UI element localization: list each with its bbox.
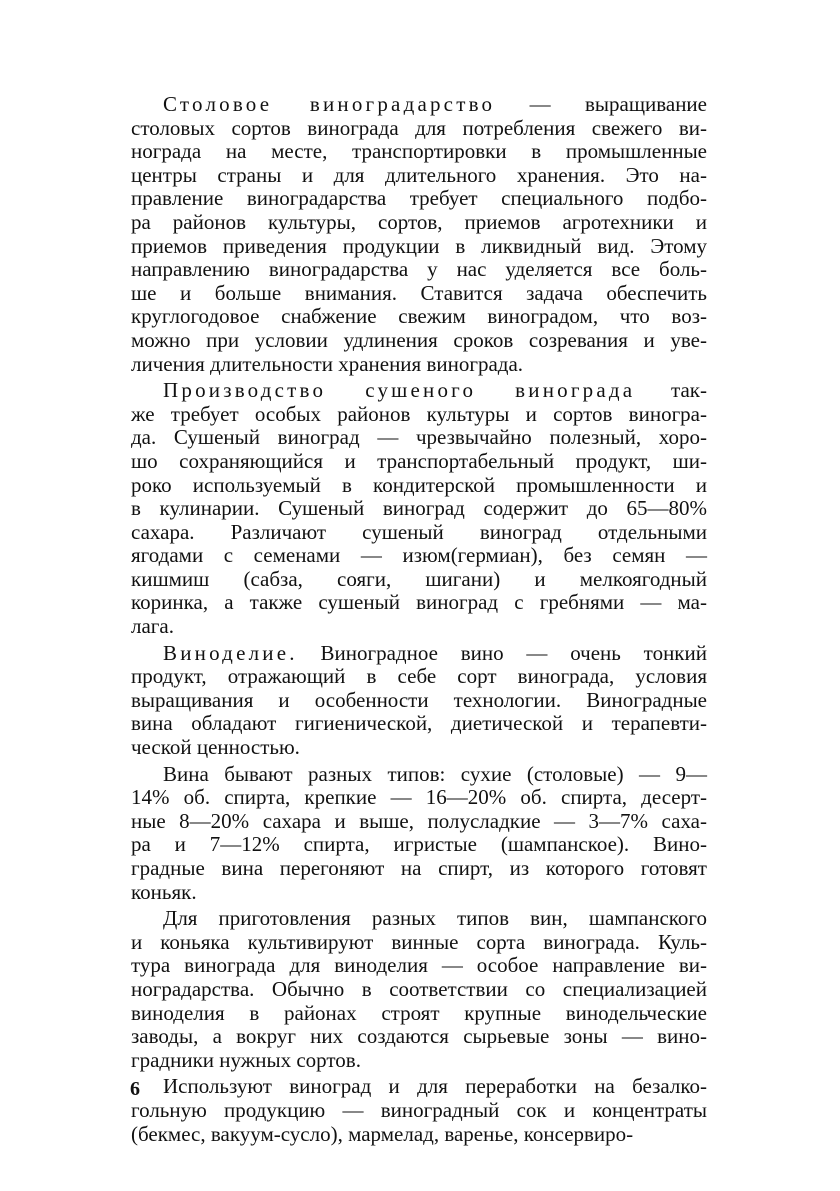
paragraph [131, 907, 707, 1072]
spaced-lead-text: Виноделие. [163, 640, 298, 665]
text-line: Для приготовления разных типов вин, шампанского [163, 906, 707, 931]
text-line: выращивания и особенности технологии. Виноградные [131, 687, 707, 712]
spaced-lead-text: Столовое виноградарство [163, 92, 496, 116]
text-line: Столовое виноградарство — выращивание [163, 92, 707, 116]
text-line: центры страны и для длительного хранения. Это на- [131, 162, 707, 187]
text-line: заводы, а вокруг них создаются сырьевые зоны — вино- [131, 1024, 707, 1049]
text-line: же требует особых районов культуры и сортов виногра- [131, 401, 707, 426]
text-line: роко используемый в кондитерской промышленности и [131, 472, 707, 497]
text-line: градники нужных сортов. [131, 1047, 361, 1072]
text-line: гольную продукцию — виноградный сок и концентраты [131, 1097, 707, 1122]
text-line: лага. [131, 614, 174, 639]
text-line: да. Сушеный виноград — чрезвычайно полезный, хоро- [131, 425, 707, 450]
paragraph [131, 93, 707, 376]
text-line: столовых сортов винограда для потребления свежего ви- [131, 115, 707, 140]
spaced-lead-text: Производство сушеного винограда [163, 378, 636, 403]
text-line: ра и 7—12% спирта, игристые (шампанское). Вино- [131, 832, 707, 857]
paragraph [131, 1075, 707, 1146]
text-line: ра районов культуры, сортов, приемов агротехники и [131, 209, 707, 234]
text-column [131, 93, 707, 1146]
paragraph [131, 642, 707, 760]
text-line: кишмиш (сабза, сояги, шигани) и мелкоягодный [131, 566, 707, 591]
text-line: правление виноградарства требует специального подбо- [131, 186, 707, 211]
text-line: продукт, отражающий в себе сорт винограда, условия [131, 664, 707, 689]
text-line: ные 8—20% сахара и выше, полусладкие — 3—7% саха- [131, 808, 707, 833]
text-line: тура винограда для виноделия — особое направление ви- [131, 953, 707, 978]
paragraph [131, 379, 707, 639]
text-line: вина обладают гигиенической, диетической и терапевти- [131, 711, 707, 736]
text-line: шо сохраняющийся и транспортабельный продукт, ши- [131, 448, 707, 473]
text-line: виноделия в районах строят крупные винодельческие [131, 1000, 707, 1025]
text-line: можно при условии удлинения сроков созревания и уве- [131, 327, 707, 352]
text-line: 14% об. спирта, крепкие — 16—20% об. спирта, десерт- [131, 785, 707, 810]
text-line: и коньяка культивируют винные сорта винограда. Куль- [131, 929, 707, 954]
text-line: нограда на месте, транспортировки в промышленные [131, 139, 707, 164]
text-line: ческой ценностью. [131, 735, 300, 760]
text-line: Вина бывают разных типов: сухие (столовые) — 9— [163, 761, 707, 786]
text-line: (бекмес, вакуум-сусло), мармелад, варенье, консервиро- [131, 1121, 634, 1146]
text-line: коринка, а также сушеный виноград с гребнями — ма- [131, 590, 707, 615]
text-line: ноградарства. Обычно в соответствии со специализацией [131, 976, 707, 1001]
page-number: 6 [130, 1078, 140, 1100]
text-line: градные вина перегоняют на спирт, из которого готовят [131, 856, 707, 880]
text-line: ше и больше внимания. Ставится задача обеспечить [131, 280, 707, 305]
text-line: Виноделие. Виноградное вино — очень тонкий [163, 640, 707, 665]
text-line: Используют виноград и для переработки на безалко- [163, 1074, 707, 1099]
text-line: направлению виноградарства у нас уделяется все боль- [131, 257, 707, 282]
text-line: круглогодовое снабжение свежим виноградом, что воз- [131, 304, 707, 329]
text-line: сахара. Различают сушеный виноград отдельными [131, 519, 707, 544]
text-line: ягодами с семенами — изюм(гермиан), без семян — [131, 543, 707, 568]
text-line: приемов приведения продукции в ликвидный вид. Этому [131, 233, 707, 258]
paragraph [131, 763, 707, 905]
text-line: личения длительности хранения винограда. [131, 351, 524, 376]
text-line: в кулинарии. Сушеный виноград содержит до 65—80% [131, 496, 707, 521]
text-line: Производство сушеного винограда так- [163, 378, 708, 403]
text-line: коньяк. [131, 879, 197, 904]
